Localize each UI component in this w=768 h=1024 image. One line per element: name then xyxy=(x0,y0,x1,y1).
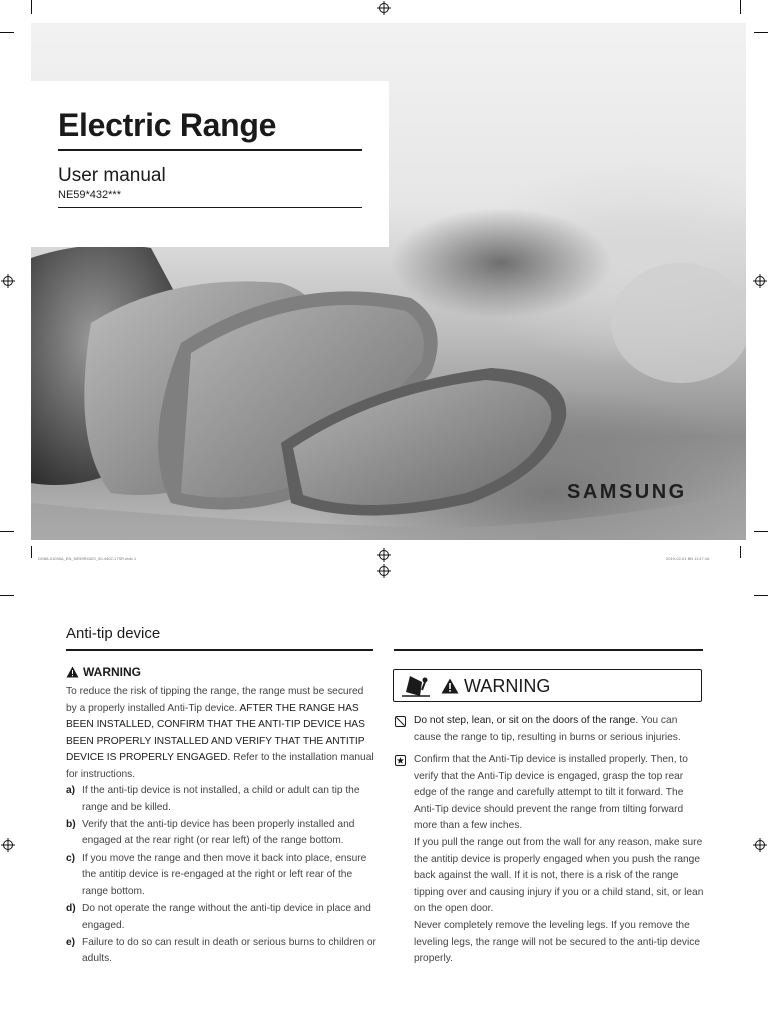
tipping-range-icon xyxy=(400,674,432,698)
crop-mark xyxy=(740,0,741,14)
registration-mark-icon xyxy=(753,274,767,288)
warning-label: WARNING xyxy=(464,676,551,696)
warning-triangle-icon xyxy=(441,678,459,694)
intro-emphasis: AFTER THE RANGE HAS BEEN INSTALLED, CONFIRM THAT THE ANTI-TIP DEVICE HAS BEEN PROPERLY INSTALLED AND VERIFY THAT THE ANTITIP DEVICE IS PROPERLY ENGAGED. xyxy=(66,702,365,764)
item-paragraph: Never completely remove the leveling legs. If you remove the leveling legs, the range will not be secured to the anti-tip device properly. xyxy=(414,919,700,965)
registration-mark-icon xyxy=(1,274,15,288)
slug-left: DG68-01045A_EN_NE59R432S_00-4402-17SR.indb 1 xyxy=(38,556,137,561)
intro-text: To reduce the risk of tipping the range, the range must be secured by a properly installed Anti-Tip device. xyxy=(66,686,364,714)
list-item-text: If the anti-tip device is not installed, a child or adult can tip the range and be killed. xyxy=(82,785,360,813)
warning-item xyxy=(395,752,705,968)
list-marker: e) xyxy=(66,936,76,948)
registration-mark-icon xyxy=(377,548,391,562)
model-rule xyxy=(58,207,362,208)
intro-text: Refer to the installation manual for instructions. xyxy=(66,752,374,780)
crop-mark xyxy=(754,32,768,33)
list-item-text: Verify that the anti-tip device has been properly installed and engaged at the rear right (or rear left) of the range bottom. xyxy=(82,818,355,847)
no-step-icon xyxy=(395,716,406,727)
slug-right: 2019-02-01 BB 11:47:16 xyxy=(666,556,710,561)
list-marker: c) xyxy=(66,852,76,864)
section-title: Anti-tip device xyxy=(66,625,161,642)
list-marker: a) xyxy=(66,785,76,796)
list-item xyxy=(66,817,376,850)
warning-box xyxy=(393,669,702,702)
list-item xyxy=(66,851,376,901)
list-item-text: If you move the range and then move it back into place, ensure the antitip device is re-engaged at the right or left rear of the range bottom. xyxy=(82,852,367,897)
warning-triangle-icon xyxy=(66,666,79,678)
list-item xyxy=(66,901,376,934)
subtitle: User manual xyxy=(58,165,166,186)
registration-mark-icon xyxy=(377,1,391,15)
model-number: NE59*432*** xyxy=(58,189,121,201)
warning-label: WARNING xyxy=(83,665,141,679)
title-panel xyxy=(31,81,389,247)
registration-mark-icon xyxy=(377,564,391,578)
crop-mark xyxy=(31,0,32,14)
warning-item xyxy=(395,713,705,746)
registration-mark-icon xyxy=(753,838,767,852)
crop-mark xyxy=(754,531,768,532)
section-rule xyxy=(66,649,373,651)
page-title: Electric Range xyxy=(58,107,277,143)
item-text: You can cause the range to tip, resulting in burns or serious injuries. xyxy=(414,715,681,743)
list-marker: b) xyxy=(66,818,76,830)
list-item-text: Do not operate the range without the anti-tip device in place and engaged. xyxy=(82,902,371,931)
list-marker: d) xyxy=(66,902,76,914)
warning-list xyxy=(66,783,376,969)
title-rule xyxy=(58,149,362,151)
list-item-text: Failure to do so can result in death or serious burns to children or adults. xyxy=(82,936,376,965)
item-paragraph: If you pull the range out from the wall for any reason, make sure the antitip device is properly engaged when you push the range back against the wall. If it is not, there is a risk of the range tipping over and causing injury if you or a child stand, sit, or lean on the open door. xyxy=(414,836,704,915)
list-item xyxy=(66,935,376,968)
list-item xyxy=(66,783,376,816)
crop-mark xyxy=(754,595,768,596)
cover-image xyxy=(31,23,746,540)
crop-mark xyxy=(740,546,741,558)
brand-logo: SAMSUNG xyxy=(567,481,687,503)
item-paragraph: Confirm that the Anti-Tip device is installed properly. Then, to verify that the Anti-Tip device is engaged, grasp the top rear edge of the range and carefully attempt to tilt it forward. The Anti-Tip device should prevent the range from tilting forward more than a few inches. xyxy=(414,754,688,832)
warning-heading xyxy=(66,665,141,679)
crop-mark xyxy=(0,595,14,596)
crop-mark xyxy=(0,531,14,532)
section-rule xyxy=(394,649,703,651)
check-icon xyxy=(395,755,406,766)
crop-mark xyxy=(31,546,32,558)
item-emphasis: Do not step, lean, or sit on the doors of the range. xyxy=(414,715,639,726)
crop-mark xyxy=(0,32,14,33)
intro-paragraph xyxy=(66,684,374,784)
registration-mark-icon xyxy=(1,838,15,852)
